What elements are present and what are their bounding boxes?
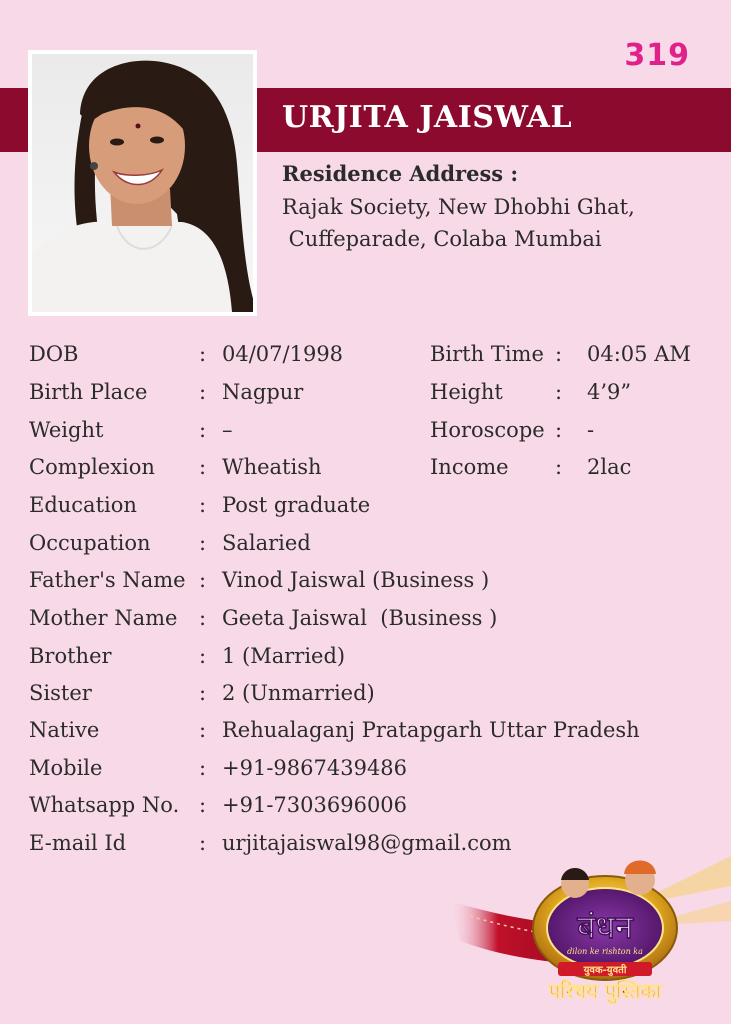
address-line-1: Rajak Society, New Dhobhi Ghat, (282, 195, 635, 219)
detail-value-occupation: Salaried (222, 531, 311, 555)
colon: : (555, 342, 563, 366)
colon: : (555, 418, 563, 442)
colon: : (199, 531, 207, 555)
colon: : (555, 380, 563, 404)
detail-value-email: urjitajaiswal98@gmail.com (222, 831, 512, 855)
colon: : (555, 455, 563, 479)
detail-label-height: Height (430, 380, 503, 404)
colon: : (199, 681, 207, 705)
detail-value-complexion: Wheatish (222, 455, 322, 479)
colon: : (199, 606, 207, 630)
detail-value-birth-place: Nagpur (222, 380, 304, 404)
detail-value-mother-name: Geeta Jaiswal (Business ) (222, 606, 498, 630)
profile-photo-image (32, 54, 253, 312)
detail-label-horoscope: Horoscope (430, 418, 545, 442)
detail-label-weight: Weight (29, 418, 104, 442)
detail-label-dob: DOB (29, 342, 79, 366)
colon: : (199, 418, 207, 442)
detail-label-occupation: Occupation (29, 531, 151, 555)
detail-value-native: Rehualaganj Pratapgarh Uttar Pradesh (222, 718, 640, 742)
logo-sub-1: युवक-युवती (583, 965, 627, 976)
detail-label-sister: Sister (29, 681, 92, 705)
bandhan-logo (440, 846, 731, 1024)
colon: : (199, 756, 207, 780)
detail-value-education: Post graduate (222, 493, 371, 517)
detail-value-height: 4’9” (587, 380, 632, 404)
detail-label-mobile: Mobile (29, 756, 103, 780)
detail-label-brother: Brother (29, 644, 112, 668)
colon: : (199, 718, 207, 742)
colon: : (199, 793, 207, 817)
colon: : (199, 644, 207, 668)
colon: : (199, 380, 207, 404)
detail-value-fathers-name: Vinod Jaiswal (Business ) (222, 568, 490, 592)
colon: : (199, 831, 207, 855)
profile-photo (28, 50, 257, 316)
detail-label-birth-time: Birth Time (430, 342, 544, 366)
detail-value-horoscope: - (587, 418, 595, 442)
detail-label-fathers-name: Father's Name (29, 568, 186, 592)
detail-value-birth-time: 04:05 AM (587, 342, 691, 366)
detail-label-income: Income (430, 455, 509, 479)
colon: : (199, 342, 207, 366)
detail-value-brother: 1 (Married) (222, 644, 346, 668)
detail-value-mobile: +91-9867439486 (222, 756, 408, 780)
residence-address-heading: Residence Address : (282, 161, 519, 186)
detail-value-sister: 2 (Unmarried) (222, 681, 375, 705)
detail-value-dob: 04/07/1998 (222, 342, 344, 366)
detail-label-mother-name: Mother Name (29, 606, 178, 630)
detail-value-whatsapp: +91-7303696006 (222, 793, 408, 817)
colon: : (199, 568, 207, 592)
detail-value-income: 2lac (587, 455, 632, 479)
page-number: 319 (624, 38, 690, 73)
colon: : (199, 455, 207, 479)
colon: : (199, 493, 207, 517)
detail-label-education: Education (29, 493, 137, 517)
detail-label-birth-place: Birth Place (29, 380, 148, 404)
detail-label-email: E-mail Id (29, 831, 127, 855)
logo-sub-2: परिचय पुस्तिका (548, 979, 662, 1003)
detail-label-complexion: Complexion (29, 455, 155, 479)
logo-brand: बंधन (577, 908, 633, 946)
logo-tagline: dilon ke rishton ka (567, 947, 643, 956)
detail-label-native: Native (29, 718, 100, 742)
detail-label-whatsapp: Whatsapp No. (29, 793, 180, 817)
detail-value-weight: – (222, 418, 233, 442)
candidate-name: URJITA JAISWAL (282, 100, 573, 135)
address-line-2: Cuffeparade, Colaba Mumbai (282, 227, 602, 251)
